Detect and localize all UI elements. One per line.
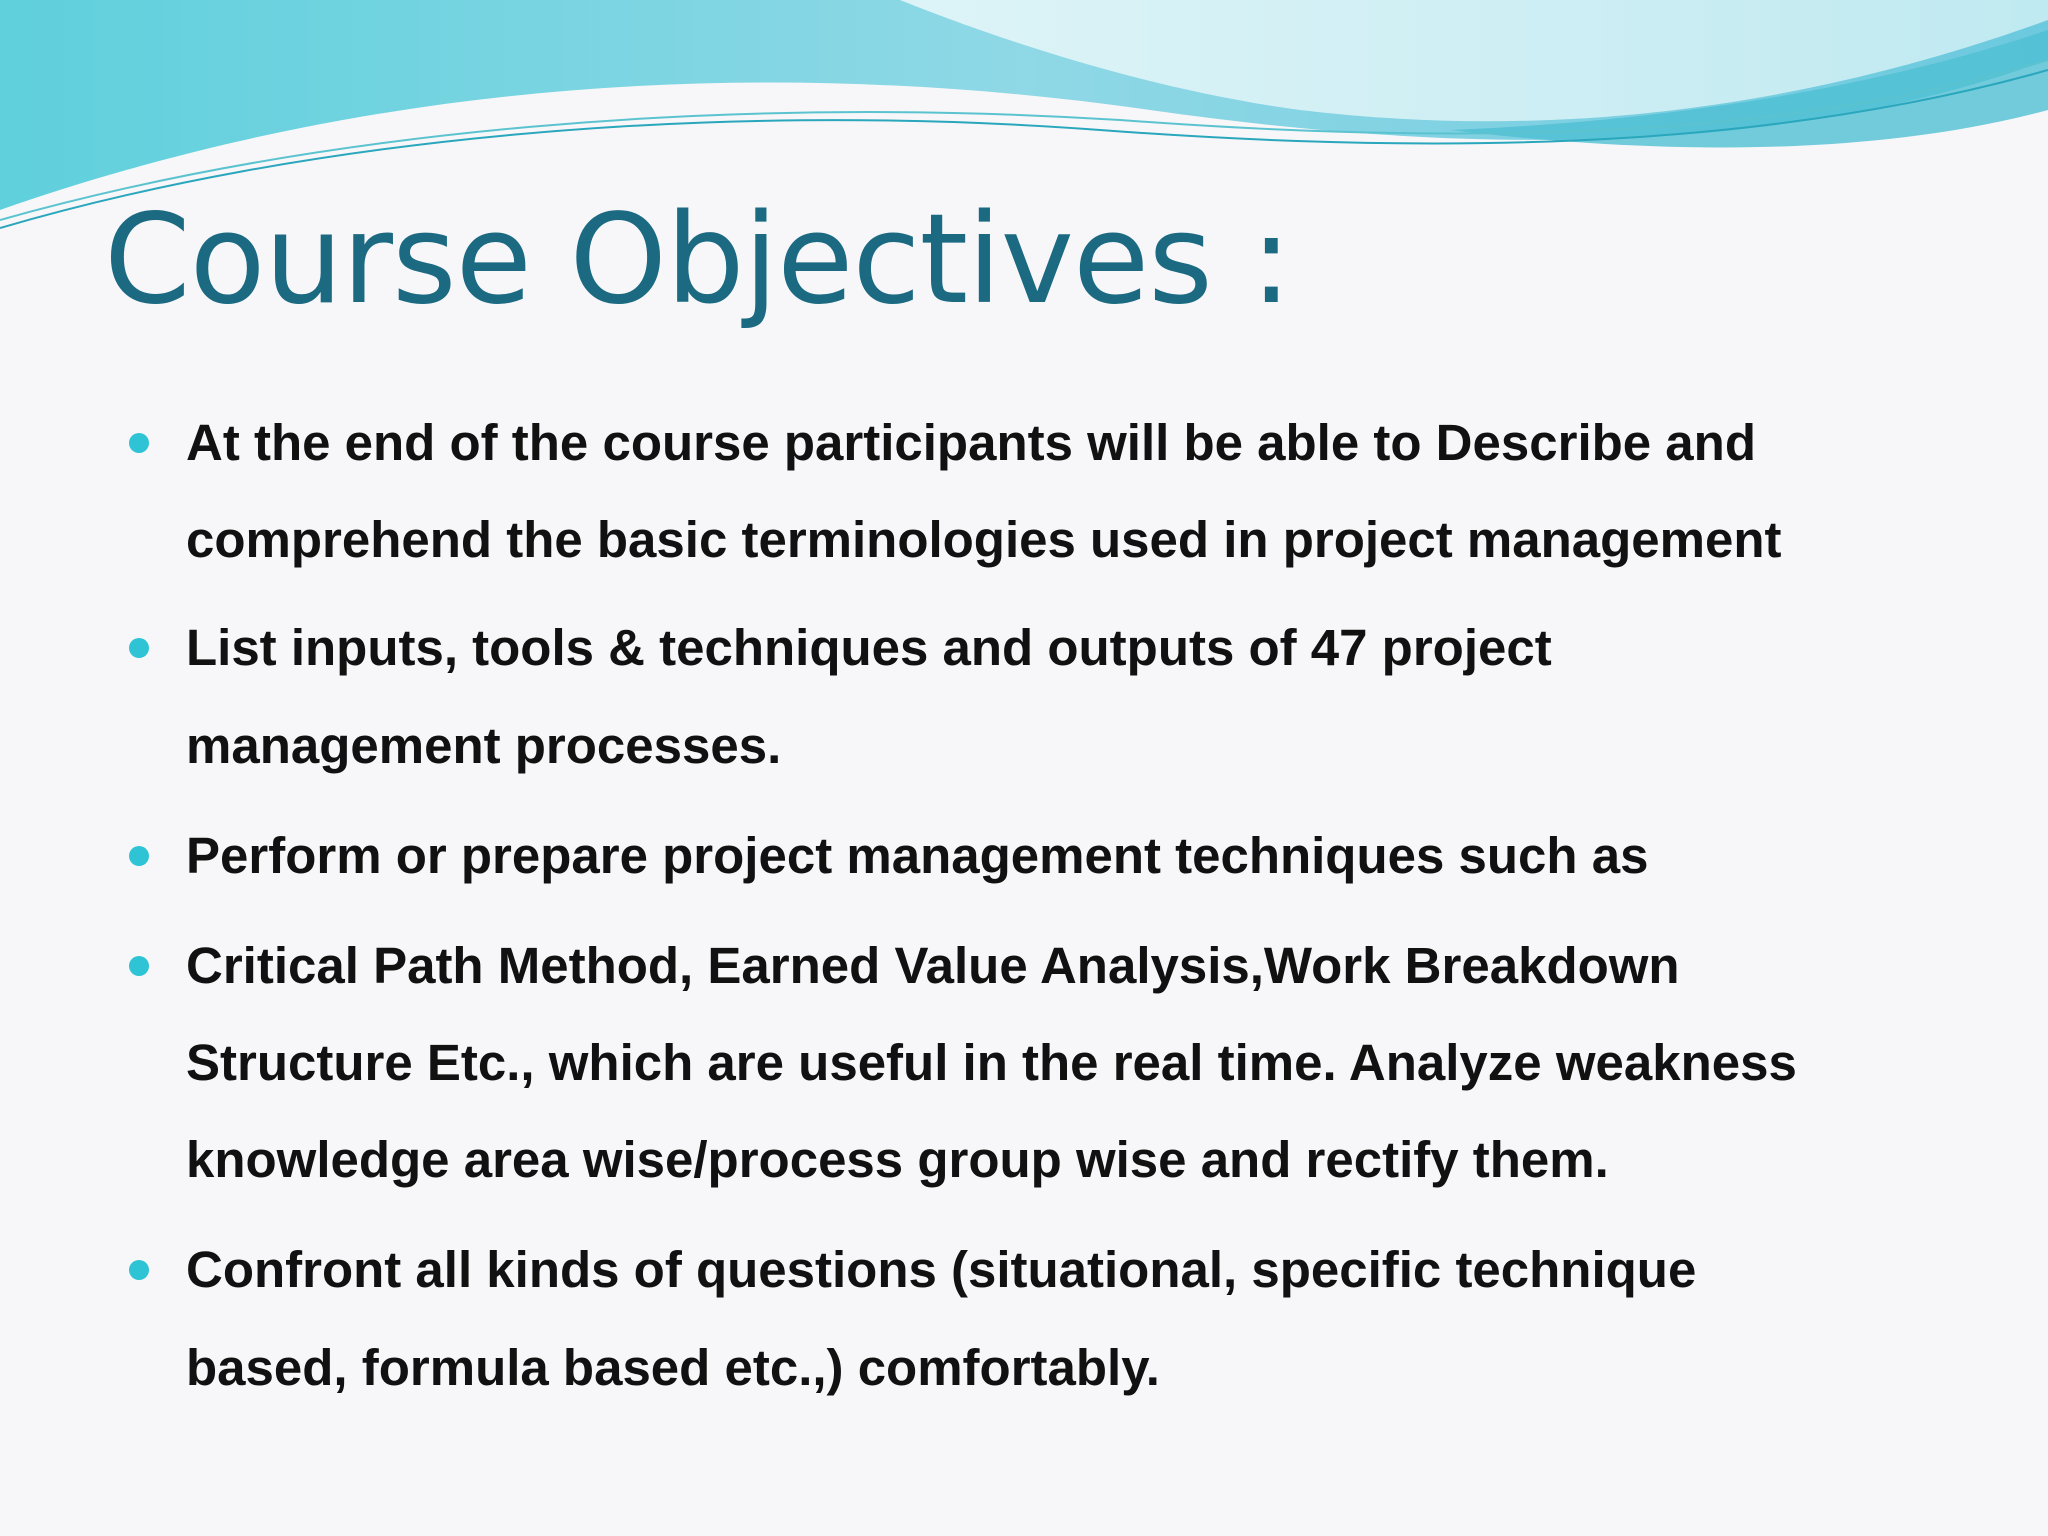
objective-line: comprehend the basic terminologies used in project management xyxy=(186,511,1782,568)
bullet-dot-icon xyxy=(129,1260,149,1280)
bullet-dot-icon xyxy=(129,956,149,976)
bullet-dot-icon xyxy=(129,846,149,866)
objective-line: knowledge area wise/process group wise and rectify them. xyxy=(186,1131,1609,1188)
objective-line: At the end of the course participants will be able to Describe and xyxy=(186,414,1756,471)
objective-line: List inputs, tools & techniques and outputs of 47 project xyxy=(186,619,1552,676)
objective-line: based, formula based etc.,) comfortably. xyxy=(186,1339,1160,1396)
bullet-dot-icon xyxy=(129,638,149,658)
objective-line: Perform or prepare project management techniques such as xyxy=(186,827,1649,884)
objective-line: Structure Etc., which are useful in the real time. Analyze weakness xyxy=(186,1034,1797,1091)
objective-line: Confront all kinds of questions (situational, specific technique xyxy=(186,1241,1697,1298)
slide-title: Course Objectives : xyxy=(104,188,1292,332)
bullet-dot-icon xyxy=(129,433,149,453)
objective-line: Critical Path Method, Earned Value Analysis,Work Breakdown xyxy=(186,937,1680,994)
objective-line: management processes. xyxy=(186,717,782,774)
